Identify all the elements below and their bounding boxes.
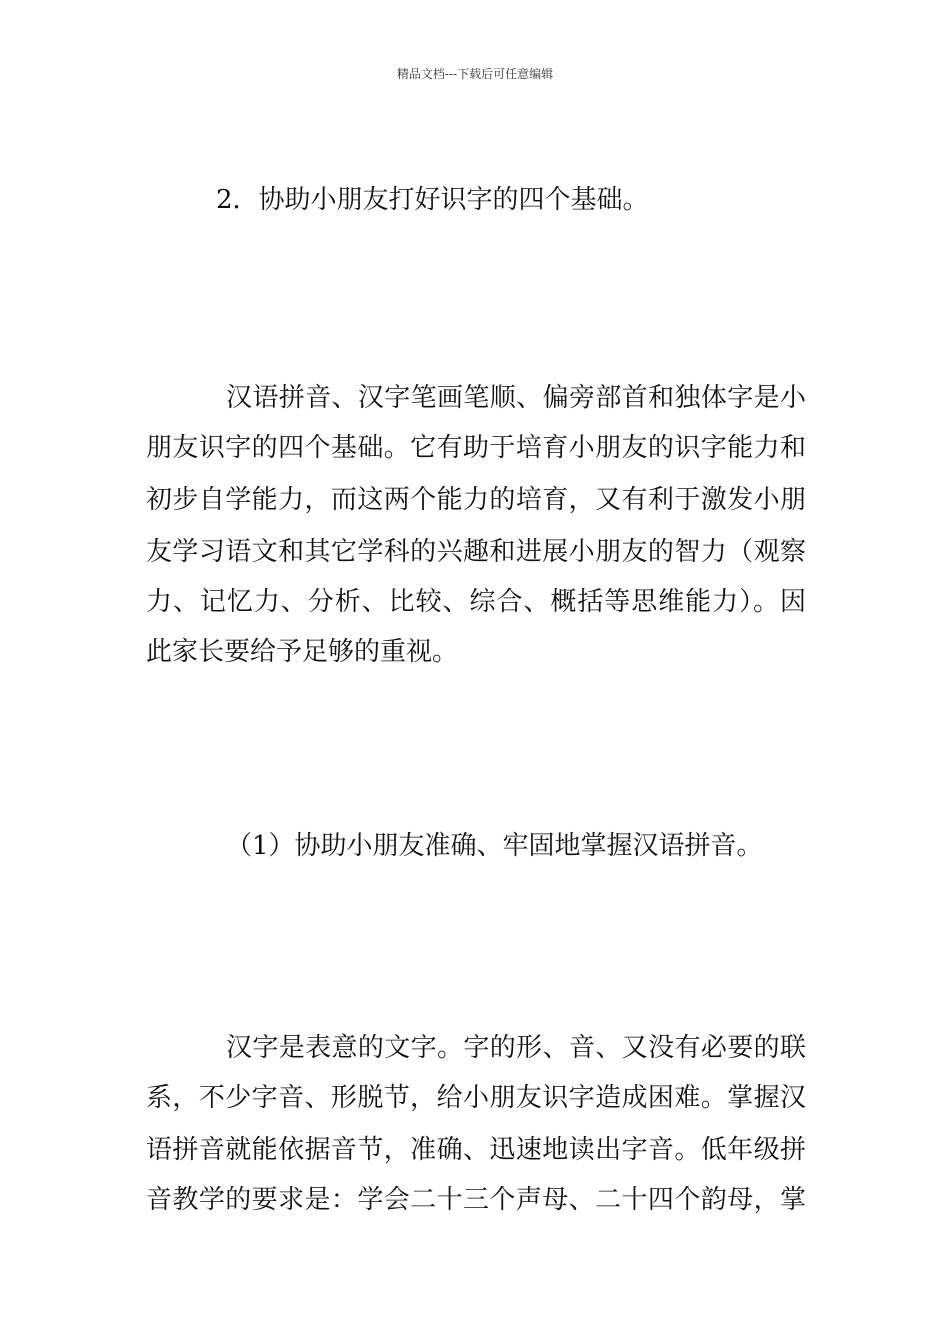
section-heading: 2．协助小朋友打好识字的四个基础。 xyxy=(216,185,649,215)
paragraph-line: 友学习语文和其它学科的兴趣和进展小朋友的智力（观察 xyxy=(146,537,806,567)
paragraph-line: 汉字是表意的文字。字的形、音、又没有必要的联 xyxy=(226,1033,806,1063)
paragraph-line: 初步自学能力，而这两个能力的培育，又有利于激发小朋 xyxy=(146,485,806,515)
paragraph-line: 此家长要给予足够的重视。 xyxy=(146,637,459,667)
subsection-heading: （1）协助小朋友准确、牢固地掌握汉语拼音。 xyxy=(226,831,763,861)
paragraph-line: 语拼音就能依据音节，准确、迅速地读出字音。低年级拼 xyxy=(146,1135,806,1165)
paragraph-line: 朋友识字的四个基础。它有助于培育小朋友的识字能力和 xyxy=(146,433,806,463)
paragraph-line: 系，不少字音、形脱节，给小朋友识字造成困难。掌握汉 xyxy=(146,1083,806,1113)
paragraph-line: 力、记忆力、分析、比较、综合、概括等思维能力）。因 xyxy=(146,587,806,617)
paragraph-line: 音教学的要求是：学会二十三个声母、二十四个韵母，掌 xyxy=(146,1185,806,1215)
paragraph-line: 汉语拼音、汉字笔画笔顺、偏旁部首和独体字是小 xyxy=(226,383,806,413)
page-header: 精品文档---下载后可任意编辑 xyxy=(396,67,554,81)
